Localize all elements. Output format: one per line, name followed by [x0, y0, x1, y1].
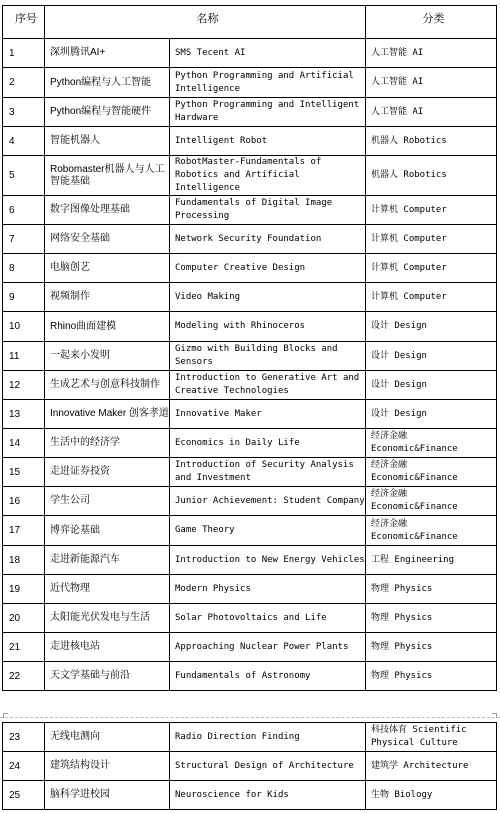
table-row [3, 487, 497, 516]
row-category: 设计 Design [366, 400, 497, 429]
row-chinese-name: 走进核电站 [45, 633, 170, 662]
row-serial: 8 [3, 254, 45, 283]
row-english-name: Game Theory [170, 516, 366, 546]
row-english-name: Fundamentals of Astronomy [170, 662, 366, 691]
table-row [3, 575, 497, 604]
row-english-name: Economics in Daily Life [170, 429, 366, 458]
row-category: 设计 Design [366, 342, 497, 371]
row-chinese-name: 博弈论基础 [45, 516, 170, 546]
row-serial: 19 [3, 575, 45, 604]
row-english-name: Network Security Foundation [170, 225, 366, 254]
table-row [3, 604, 497, 633]
row-english-name: Introduction to Generative Art and Creative Technologies [170, 371, 366, 400]
row-category: 人工智能 AI [366, 68, 497, 98]
row-chinese-name: 脑科学进校园 [45, 781, 170, 810]
row-serial: 10 [3, 312, 45, 342]
row-english-name: Modeling with Rhinoceros [170, 312, 366, 342]
row-chinese-name: 数字图像处理基础 [45, 196, 170, 225]
table-row [3, 400, 497, 429]
row-category: 经济金融 Economic&Finance [366, 429, 497, 458]
row-chinese-name: 建筑结构设计 [45, 752, 170, 781]
row-serial: 23 [3, 723, 45, 752]
row-serial: 6 [3, 196, 45, 225]
table-header-row [3, 6, 497, 39]
row-category: 物理 Physics [366, 575, 497, 604]
row-chinese-name: 走进新能源汽车 [45, 546, 170, 575]
row-serial: 7 [3, 225, 45, 254]
row-english-name: Intelligent Robot [170, 127, 366, 156]
row-category: 经济金融 Economic&Finance [366, 458, 497, 487]
row-chinese-name: 深圳腾讯AI+ [45, 39, 170, 68]
row-category: 建筑学 Architecture [366, 752, 497, 781]
table-row [3, 458, 497, 487]
row-english-name: Structural Design of Architecture [170, 752, 366, 781]
table-row [3, 516, 497, 546]
row-english-name: SMS Tecent AI [170, 39, 366, 68]
header-serial: 序号 [3, 6, 45, 39]
row-english-name: Approaching Nuclear Power Plants [170, 633, 366, 662]
row-chinese-name: Python编程与智能硬件 [45, 98, 170, 127]
table-row [3, 196, 497, 225]
table-row [3, 429, 497, 458]
row-serial: 12 [3, 371, 45, 400]
row-english-name: Computer Creative Design [170, 254, 366, 283]
table-row [3, 225, 497, 254]
table-row [3, 723, 497, 752]
row-serial: 11 [3, 342, 45, 371]
row-chinese-name: 生活中的经济学 [45, 429, 170, 458]
row-category: 经济金融 Economic&Finance [366, 487, 497, 516]
row-category: 物理 Physics [366, 662, 497, 691]
row-english-name: Junior Achievement: Student Company [170, 487, 366, 516]
row-english-name: Video Making [170, 283, 366, 312]
row-serial: 22 [3, 662, 45, 691]
row-english-name: Innovative Maker [170, 400, 366, 429]
course-table [2, 5, 497, 691]
row-english-name: Gizmo with Building Blocks and Sensors [170, 342, 366, 371]
table-row [3, 342, 497, 371]
row-english-name: Introduction to New Energy Vehicles [170, 546, 366, 575]
table-row [3, 371, 497, 400]
row-chinese-name: 走进证券投资 [45, 458, 170, 487]
row-category: 工程 Engineering [366, 546, 497, 575]
row-chinese-name: Rhino曲面建模 [45, 312, 170, 342]
row-category: 经济金融 Economic&Finance [366, 516, 497, 546]
row-category: 生物 Biology [366, 781, 497, 810]
row-english-name: Python Programming and Artificial Intelligence [170, 68, 366, 98]
row-english-name: RobotMaster-Fundamentals of Robotics and Artificial Intelligence [170, 156, 366, 196]
row-chinese-name: 生成艺术与创意科技制作 [45, 371, 170, 400]
row-serial: 15 [3, 458, 45, 487]
row-chinese-name: 太阳能光伏发电与生活 [45, 604, 170, 633]
table-row [3, 546, 497, 575]
row-category: 人工智能 AI [366, 39, 497, 68]
row-serial: 14 [3, 429, 45, 458]
row-category: 计算机 Computer [366, 225, 497, 254]
table-row [3, 633, 497, 662]
table-row [3, 127, 497, 156]
row-chinese-name: 电脑创艺 [45, 254, 170, 283]
row-english-name: Fundamentals of Digital Image Processing [170, 196, 366, 225]
table-row [3, 98, 497, 127]
row-english-name: Solar Photovoltaics and Life [170, 604, 366, 633]
row-category: 计算机 Computer [366, 283, 497, 312]
row-category: 机器人 Robotics [366, 156, 497, 196]
course-table-continued [2, 722, 497, 810]
row-serial: 24 [3, 752, 45, 781]
row-serial: 18 [3, 546, 45, 575]
table-row [3, 39, 497, 68]
row-english-name: Python Programming and Intelligent Hardware [170, 98, 366, 127]
row-category: 设计 Design [366, 312, 497, 342]
row-chinese-name: 网络安全基础 [45, 225, 170, 254]
table-row [3, 156, 497, 196]
row-category: 计算机 Computer [366, 196, 497, 225]
row-chinese-name: 近代物理 [45, 575, 170, 604]
row-english-name: Modern Physics [170, 575, 366, 604]
table-row [3, 752, 497, 781]
row-category: 物理 Physics [366, 633, 497, 662]
row-serial: 16 [3, 487, 45, 516]
row-category: 机器人 Robotics [366, 127, 497, 156]
row-serial: 3 [3, 98, 45, 127]
row-english-name: Neuroscience for Kids [170, 781, 366, 810]
row-serial: 2 [3, 68, 45, 98]
row-english-name: Radio Direction Finding [170, 723, 366, 752]
row-serial: 9 [3, 283, 45, 312]
row-chinese-name: 一起来小发明 [45, 342, 170, 371]
row-category: 设计 Design [366, 371, 497, 400]
row-chinese-name: 学生公司 [45, 487, 170, 516]
row-chinese-name: Python编程与人工智能 [45, 68, 170, 98]
row-category: 计算机 Computer [366, 254, 497, 283]
row-category: 物理 Physics [366, 604, 497, 633]
table-row [3, 68, 497, 98]
row-chinese-name: 无线电测向 [45, 723, 170, 752]
row-chinese-name: 智能机器人 [45, 127, 170, 156]
row-chinese-name: Robomaster机器人与人工智能基础 [45, 156, 170, 196]
table-row [3, 254, 497, 283]
row-serial: 20 [3, 604, 45, 633]
row-english-name: Introduction of Security Analysis and Investment [170, 458, 366, 487]
row-category: 人工智能 AI [366, 98, 497, 127]
table-row [3, 662, 497, 691]
row-category: 科技体育 Scientific Physical Culture [366, 723, 497, 752]
header-name: 名称 [45, 6, 366, 39]
row-serial: 17 [3, 516, 45, 546]
page-break-divider [0, 713, 500, 721]
row-serial: 25 [3, 781, 45, 810]
table-row [3, 312, 497, 342]
row-chinese-name: 视频制作 [45, 283, 170, 312]
row-serial: 4 [3, 127, 45, 156]
row-serial: 13 [3, 400, 45, 429]
row-serial: 1 [3, 39, 45, 68]
row-chinese-name: 天文学基础与前沿 [45, 662, 170, 691]
table-row [3, 781, 497, 810]
header-category: 分类 [366, 6, 497, 39]
table-row [3, 283, 497, 312]
row-serial: 5 [3, 156, 45, 196]
row-chinese-name: Innovative Maker 创客孝道 [45, 400, 170, 429]
row-serial: 21 [3, 633, 45, 662]
